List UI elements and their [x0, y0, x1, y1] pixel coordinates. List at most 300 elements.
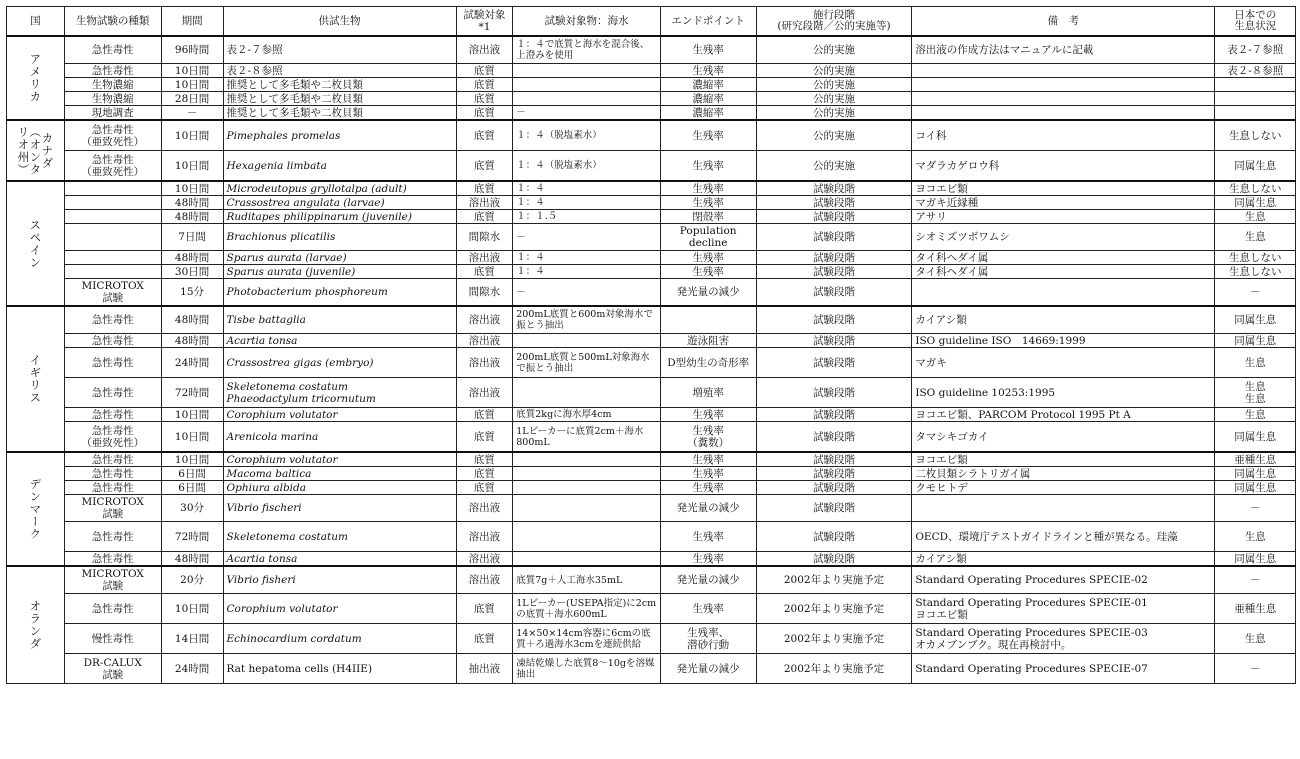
endpoint-cell: 生残率 [660, 265, 756, 279]
stage-cell: 試験段階 [756, 422, 912, 453]
japan-status-cell: 生息 生息 [1215, 378, 1296, 408]
endpoint-cell: 生残率 [660, 594, 756, 624]
period-cell: 10日間 [161, 452, 223, 467]
note-cell: タイ科ヘダイ属 [912, 251, 1215, 265]
header-cell: 生物試験の種類 [64, 7, 161, 37]
target-cell: 溶出液 [456, 306, 513, 334]
note-cell: OECD、環境庁テストガイドラインと種が異なる。珪藻 [912, 522, 1215, 552]
stage-cell: 試験段階 [756, 378, 912, 408]
organism-cell: 推奨として多毛類や二枚貝類 [223, 78, 456, 92]
japan-status-cell: 亜種生息 [1215, 594, 1296, 624]
japan-status-cell: 生息 [1215, 348, 1296, 378]
note-cell: アサリ [912, 210, 1215, 224]
stage-cell: 公的実施 [756, 78, 912, 92]
ratio-cell [513, 522, 660, 552]
table-row [7, 495, 1296, 522]
endpoint-cell: 濃縮率 [660, 78, 756, 92]
test-type-cell [64, 251, 161, 265]
endpoint-cell: 発光量の減少 [660, 495, 756, 522]
japan-status-cell: 同属生息 [1215, 467, 1296, 481]
test-type-cell: 急性毒性 [64, 408, 161, 422]
stage-cell: 試験段階 [756, 348, 912, 378]
country-cell: デンマーク [7, 452, 65, 566]
period-cell: 6日間 [161, 467, 223, 481]
japan-status-cell: 同属生息 [1215, 334, 1296, 348]
target-cell: 溶出液 [456, 36, 513, 64]
endpoint-cell: D型幼生の奇形率 [660, 348, 756, 378]
table-row [7, 422, 1296, 453]
table-row [7, 522, 1296, 552]
period-cell: 28日間 [161, 92, 223, 106]
table-row [7, 279, 1296, 307]
organism-cell: 表２-７参照 [223, 36, 456, 64]
header-cell: 施行段階 (研究段階／公的実施等) [756, 7, 912, 37]
note-cell: Standard Operating Procedures SPECIE-01 ヨコエビ類 [912, 594, 1215, 624]
ratio-cell: 底質2kgに海水厚4cm [513, 408, 660, 422]
table-row [7, 78, 1296, 92]
stage-cell: 公的実施 [756, 106, 912, 121]
organism-cell: Rat hepatoma cells (H4IIE) [223, 654, 456, 684]
stage-cell: 試験段階 [756, 224, 912, 251]
endpoint-cell: 濃縮率 [660, 106, 756, 121]
test-type-cell: 急性毒性 （亜致死性） [64, 120, 161, 151]
endpoint-cell: 生残率 [660, 481, 756, 495]
header-cell: 期間 [161, 7, 223, 37]
table-row [7, 64, 1296, 78]
japan-status-cell: － [1215, 566, 1296, 594]
period-cell: － [161, 106, 223, 121]
table-row [7, 348, 1296, 378]
organism-cell: Acartia tonsa [223, 552, 456, 567]
note-cell: シオミズツボワムシ [912, 224, 1215, 251]
test-type-cell: 急性毒性 [64, 378, 161, 408]
test-type-cell: 急性毒性 [64, 552, 161, 567]
target-cell: 底質 [456, 106, 513, 121]
test-type-cell [64, 196, 161, 210]
ratio-cell: － [513, 279, 660, 307]
period-cell: 15分 [161, 279, 223, 307]
table-row [7, 654, 1296, 684]
test-type-cell: 急性毒性 [64, 594, 161, 624]
organism-cell: Tisbe battaglia [223, 306, 456, 334]
japan-status-cell: 表２-７参照 [1215, 36, 1296, 64]
target-cell: 溶出液 [456, 522, 513, 552]
period-cell: 30分 [161, 495, 223, 522]
target-cell: 抽出液 [456, 654, 513, 684]
japan-status-cell: 生息 [1215, 408, 1296, 422]
target-cell: 溶出液 [456, 495, 513, 522]
period-cell: 48時間 [161, 196, 223, 210]
note-cell: 二枚貝類シラトリガイ属 [912, 467, 1215, 481]
endpoint-cell: 生残率 [660, 64, 756, 78]
table-row [7, 594, 1296, 624]
stage-cell: 試験段階 [756, 334, 912, 348]
test-type-cell: 急性毒性 [64, 481, 161, 495]
period-cell: 48時間 [161, 334, 223, 348]
period-cell: 72時間 [161, 378, 223, 408]
organism-cell: Hexagenia limbata [223, 151, 456, 182]
organism-cell: Sparus aurata (larvae) [223, 251, 456, 265]
organism-cell: Pimephales promelas [223, 120, 456, 151]
organism-cell: Ruditapes philippinarum (juvenile) [223, 210, 456, 224]
ratio-cell: １：４ [513, 251, 660, 265]
ratio-cell [513, 552, 660, 567]
table-row [7, 210, 1296, 224]
ratio-cell [513, 92, 660, 106]
endpoint-cell: 発光量の減少 [660, 279, 756, 307]
test-type-cell: MICROTOX 試験 [64, 279, 161, 307]
organism-cell: Crassostrea gigas (embryo) [223, 348, 456, 378]
period-cell: 10日間 [161, 64, 223, 78]
period-cell: 14日間 [161, 624, 223, 654]
endpoint-cell: 生残率 [660, 467, 756, 481]
test-type-cell: 急性毒性 [64, 306, 161, 334]
ratio-cell [513, 481, 660, 495]
test-type-cell [64, 181, 161, 196]
endpoint-cell: 生残率、 潜砂行動 [660, 624, 756, 654]
ratio-cell: 1Lビーカー(USEPA指定)に2cmの底質＋海水600mL [513, 594, 660, 624]
target-cell: 溶出液 [456, 334, 513, 348]
organism-cell: Vibrio fischeri [223, 495, 456, 522]
endpoint-cell: 生残率 [660, 151, 756, 182]
stage-cell: 試験段階 [756, 495, 912, 522]
note-cell: Standard Operating Procedures SPECIE-07 [912, 654, 1215, 684]
organism-cell: Ophiura albida [223, 481, 456, 495]
target-cell: 溶出液 [456, 378, 513, 408]
target-cell: 溶出液 [456, 251, 513, 265]
stage-cell: 公的実施 [756, 92, 912, 106]
target-cell: 底質 [456, 408, 513, 422]
stage-cell: 2002年より実施予定 [756, 566, 912, 594]
target-cell: 底質 [456, 481, 513, 495]
note-cell: ヨコエビ類 [912, 452, 1215, 467]
stage-cell: 2002年より実施予定 [756, 624, 912, 654]
organism-cell: Skeletonema costatum Phaeodactylum tricornutum [223, 378, 456, 408]
test-type-cell: MICROTOX 試験 [64, 495, 161, 522]
target-cell: 底質 [456, 151, 513, 182]
endpoint-cell: 発光量の減少 [660, 566, 756, 594]
ratio-cell: １：４で底質と海水を混合後、上澄みを使用 [513, 36, 660, 64]
japan-status-cell: 同属生息 [1215, 151, 1296, 182]
ratio-cell [513, 452, 660, 467]
ratio-cell: 底質7g＋人工海水35mL [513, 566, 660, 594]
table-row [7, 36, 1296, 64]
japan-status-cell [1215, 106, 1296, 121]
ratio-cell: １：４（脱塩素水） [513, 120, 660, 151]
endpoint-cell: 増殖率 [660, 378, 756, 408]
header-row [7, 7, 1296, 37]
test-type-cell: 急性毒性 [64, 348, 161, 378]
target-cell: 底質 [456, 467, 513, 481]
ratio-cell: １：４ [513, 181, 660, 196]
ratio-cell: 200mL底質と500mL対象海水で振とう抽出 [513, 348, 660, 378]
organism-cell: Acartia tonsa [223, 334, 456, 348]
stage-cell: 試験段階 [756, 481, 912, 495]
period-cell: 48時間 [161, 306, 223, 334]
japan-status-cell: 同属生息 [1215, 422, 1296, 453]
ratio-cell: 14×50×14cm容器に6cmの底質＋ろ過海水3cmを連続供給 [513, 624, 660, 654]
organism-cell: Brachionus plicatilis [223, 224, 456, 251]
note-cell: ISO guideline 10253:1995 [912, 378, 1215, 408]
endpoint-cell: 生残率 [660, 36, 756, 64]
test-type-cell: 急性毒性 [64, 467, 161, 481]
note-cell: カイアシ類 [912, 552, 1215, 567]
table-row [7, 120, 1296, 151]
target-cell: 底質 [456, 92, 513, 106]
country-cell: アメリカ [7, 36, 65, 120]
period-cell: 10日間 [161, 78, 223, 92]
japan-status-cell: 生息 [1215, 224, 1296, 251]
ratio-cell: １：４（脱塩素水） [513, 151, 660, 182]
table-row [7, 408, 1296, 422]
japan-status-cell: 同属生息 [1215, 552, 1296, 567]
table-row [7, 196, 1296, 210]
target-cell: 底質 [456, 181, 513, 196]
japan-status-cell: 同属生息 [1215, 196, 1296, 210]
organism-cell: Arenicola marina [223, 422, 456, 453]
japan-status-cell: 生息しない [1215, 120, 1296, 151]
ratio-cell: 1Lビーカーに底質2cm＋海水800mL [513, 422, 660, 453]
ratio-cell [513, 78, 660, 92]
header-cell: 試験対象*1 [456, 7, 513, 37]
japan-status-cell: － [1215, 279, 1296, 307]
japan-status-cell: 生息 [1215, 210, 1296, 224]
stage-cell: 試験段階 [756, 306, 912, 334]
stage-cell: 試験段階 [756, 408, 912, 422]
organism-cell: 推奨として多毛類や二枚貝類 [223, 106, 456, 121]
ratio-cell [513, 467, 660, 481]
ratio-cell: １：４ [513, 265, 660, 279]
endpoint-cell: Population decline [660, 224, 756, 251]
period-cell: 20分 [161, 566, 223, 594]
table-row [7, 467, 1296, 481]
endpoint-cell: 生残率 [660, 522, 756, 552]
organism-cell: Sparus aurata (juvenile) [223, 265, 456, 279]
organism-cell: Corophium volutator [223, 408, 456, 422]
organism-cell: Echinocardium cordatum [223, 624, 456, 654]
period-cell: 7日間 [161, 224, 223, 251]
test-type-cell: MICROTOX 試験 [64, 566, 161, 594]
period-cell: 10日間 [161, 422, 223, 453]
target-cell: 溶出液 [456, 196, 513, 210]
stage-cell: 試験段階 [756, 452, 912, 467]
japan-status-cell: 生息 [1215, 522, 1296, 552]
test-type-cell: 急性毒性 [64, 64, 161, 78]
japan-status-cell: 生息しない [1215, 265, 1296, 279]
note-cell [912, 106, 1215, 121]
endpoint-cell: 生残率 [660, 251, 756, 265]
note-cell: Standard Operating Procedures SPECIE-03 オカメブンブク。現在再検討中。 [912, 624, 1215, 654]
organism-cell: 表２-８参照 [223, 64, 456, 78]
ratio-cell: － [513, 106, 660, 121]
table-row [7, 452, 1296, 467]
period-cell: 48時間 [161, 552, 223, 567]
target-cell: 底質 [456, 210, 513, 224]
target-cell: 底質 [456, 265, 513, 279]
test-type-cell: 急性毒性 [64, 522, 161, 552]
period-cell: 24時間 [161, 348, 223, 378]
stage-cell: 試験段階 [756, 196, 912, 210]
period-cell: 10日間 [161, 594, 223, 624]
note-cell: タマシキゴカイ [912, 422, 1215, 453]
stage-cell: 試験段階 [756, 552, 912, 567]
period-cell: 10日間 [161, 181, 223, 196]
japan-status-cell: － [1215, 654, 1296, 684]
country-cell: カナダ（オンタリオ州） [7, 120, 65, 181]
stage-cell: 試験段階 [756, 279, 912, 307]
table-row [7, 552, 1296, 567]
country-cell: オランダ [7, 566, 65, 684]
endpoint-cell: 濃縮率 [660, 92, 756, 106]
target-cell: 底質 [456, 78, 513, 92]
table-row [7, 265, 1296, 279]
stage-cell: 試験段階 [756, 522, 912, 552]
table-row [7, 106, 1296, 121]
table-row [7, 334, 1296, 348]
target-cell: 底質 [456, 594, 513, 624]
organism-cell: Skeletonema costatum [223, 522, 456, 552]
test-type-cell [64, 210, 161, 224]
note-cell: ISO guideline ISO 14669:1999 [912, 334, 1215, 348]
endpoint-cell: 生残率 [660, 408, 756, 422]
ratio-cell: １：４ [513, 196, 660, 210]
stage-cell: 試験段階 [756, 265, 912, 279]
target-cell: 底質 [456, 422, 513, 453]
target-cell: 溶出液 [456, 566, 513, 594]
target-cell: 間隙水 [456, 279, 513, 307]
organism-cell: Corophium volutator [223, 594, 456, 624]
japan-status-cell: 生息しない [1215, 181, 1296, 196]
target-cell: 間隙水 [456, 224, 513, 251]
ratio-cell [513, 495, 660, 522]
period-cell: 10日間 [161, 120, 223, 151]
note-cell: ヨコエビ類 [912, 181, 1215, 196]
organism-cell: 推奨として多毛類や二枚貝類 [223, 92, 456, 106]
note-cell [912, 64, 1215, 78]
period-cell: 48時間 [161, 251, 223, 265]
period-cell: 6日間 [161, 481, 223, 495]
note-cell [912, 279, 1215, 307]
table-row [7, 566, 1296, 594]
period-cell: 10日間 [161, 151, 223, 182]
japan-status-cell: 生息 [1215, 624, 1296, 654]
country-cell: イギリス [7, 306, 65, 452]
header-cell: 供試生物 [223, 7, 456, 37]
japan-status-cell: 表２-８参照 [1215, 64, 1296, 78]
target-cell: 溶出液 [456, 348, 513, 378]
table-row [7, 224, 1296, 251]
target-cell: 底質 [456, 64, 513, 78]
period-cell: 30日間 [161, 265, 223, 279]
endpoint-cell [660, 306, 756, 334]
test-type-cell [64, 265, 161, 279]
country-cell: スペイン [7, 181, 65, 306]
period-cell: 72時間 [161, 522, 223, 552]
table-row [7, 151, 1296, 182]
target-cell: 底質 [456, 120, 513, 151]
ratio-cell [513, 378, 660, 408]
stage-cell: 公的実施 [756, 151, 912, 182]
test-type-cell: 急性毒性 [64, 334, 161, 348]
japan-status-cell: － [1215, 495, 1296, 522]
organism-cell: Corophium volutator [223, 452, 456, 467]
note-cell [912, 92, 1215, 106]
endpoint-cell: 生残率 （糞数） [660, 422, 756, 453]
endpoint-cell: 生残率 [660, 196, 756, 210]
test-type-cell: 急性毒性 （亜致死性） [64, 422, 161, 453]
ratio-cell: － [513, 224, 660, 251]
note-cell [912, 78, 1215, 92]
ratio-cell [513, 64, 660, 78]
stage-cell: 公的実施 [756, 64, 912, 78]
stage-cell: 試験段階 [756, 181, 912, 196]
organism-cell: Crassostrea angulata (larvae) [223, 196, 456, 210]
ratio-cell: 凍結乾燥した底質8～10gを溶媒抽出 [513, 654, 660, 684]
header-cell: 試験対象物：海水 [513, 7, 660, 37]
note-cell: マダラカゲロウ科 [912, 151, 1215, 182]
note-cell: ヨコエビ類、PARCOM Protocol 1995 Pt A [912, 408, 1215, 422]
note-cell: クモヒトデ [912, 481, 1215, 495]
organism-cell: Photobacterium phosphoreum [223, 279, 456, 307]
table-body [7, 36, 1296, 684]
table-row [7, 251, 1296, 265]
test-type-cell: 生物濃縮 [64, 78, 161, 92]
period-cell: 96時間 [161, 36, 223, 64]
endpoint-cell: 発光量の減少 [660, 654, 756, 684]
target-cell: 溶出液 [456, 552, 513, 567]
note-cell: コイ科 [912, 120, 1215, 151]
ratio-cell: 200mL底質と600m対象海水で振とう抽出 [513, 306, 660, 334]
period-cell: 10日間 [161, 408, 223, 422]
endpoint-cell: 生残率 [660, 452, 756, 467]
note-cell: マガキ [912, 348, 1215, 378]
stage-cell: 公的実施 [756, 36, 912, 64]
stage-cell: 2002年より実施予定 [756, 654, 912, 684]
test-type-cell [64, 224, 161, 251]
bioassay-table [6, 6, 1296, 684]
header-cell: エンドポイント [660, 7, 756, 37]
stage-cell: 試験段階 [756, 467, 912, 481]
organism-cell: Vibrio fisheri [223, 566, 456, 594]
test-type-cell: 現地調査 [64, 106, 161, 121]
stage-cell: 試験段階 [756, 210, 912, 224]
test-type-cell: 急性毒性 [64, 36, 161, 64]
test-type-cell: DR-CALUX 試験 [64, 654, 161, 684]
endpoint-cell: 遊泳阻害 [660, 334, 756, 348]
note-cell: Standard Operating Procedures SPECIE-02 [912, 566, 1215, 594]
test-type-cell: 急性毒性 （亜致死性） [64, 151, 161, 182]
note-cell: カイアシ類 [912, 306, 1215, 334]
endpoint-cell: 生残率 [660, 552, 756, 567]
table-row [7, 481, 1296, 495]
target-cell: 底質 [456, 452, 513, 467]
endpoint-cell: 生残率 [660, 120, 756, 151]
japan-status-cell: 同属生息 [1215, 481, 1296, 495]
ratio-cell: １：１.５ [513, 210, 660, 224]
organism-cell: Macoma baltica [223, 467, 456, 481]
table-row [7, 92, 1296, 106]
japan-status-cell [1215, 92, 1296, 106]
table-row [7, 181, 1296, 196]
test-type-cell: 慢性毒性 [64, 624, 161, 654]
japan-status-cell [1215, 78, 1296, 92]
japan-status-cell: 亜種生息 [1215, 452, 1296, 467]
note-cell: 溶出液の作成方法はマニュアルに記載 [912, 36, 1215, 64]
ratio-cell [513, 334, 660, 348]
table-row [7, 378, 1296, 408]
header-cell: 国 [7, 7, 65, 37]
endpoint-cell: 閉殻率 [660, 210, 756, 224]
